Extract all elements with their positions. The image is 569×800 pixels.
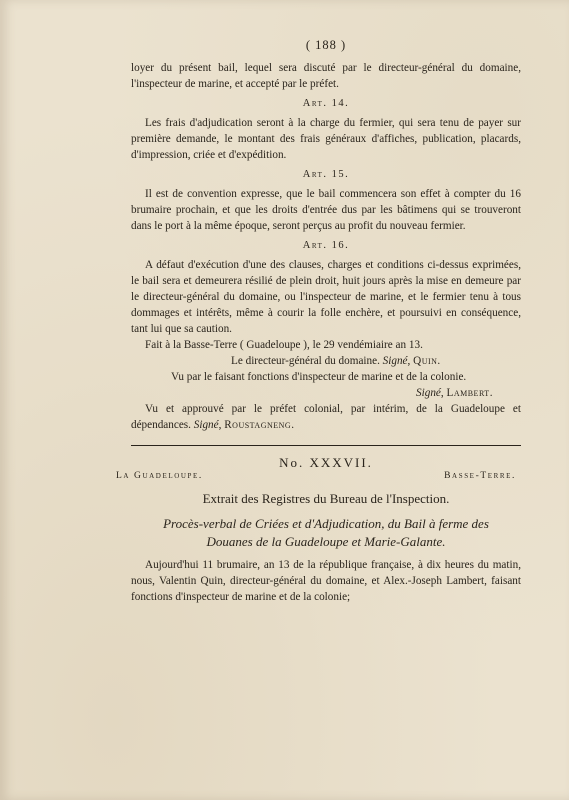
page-number: ( 188 ) [305, 38, 347, 52]
fait-line: Fait à la Basse-Terre ( Guadeloupe ), le 29 vendémiaire an 13. [145, 339, 423, 351]
vu-line: Vu par le faisant fonctions d'inspecteur de marine et de la colonie. [171, 371, 467, 383]
signature-quin-name: Quin. [413, 355, 441, 367]
article-14-heading: Art. 14. [302, 98, 350, 109]
place-right: Basse-Terre. [444, 471, 516, 481]
proces-verbal-title [131, 515, 521, 551]
signature-lambert: Signé, Lambert. [416, 387, 493, 399]
approval-paragraph: Vu et approuvé par le préfet colonial, par intérim, de la Guadeloupe et dépendances. Signé, Roustagneng. [131, 403, 521, 431]
signature-quin-signe: Signé [382, 355, 408, 367]
approval-text: Vu et approuvé par le préfet colonial, par intérim, de la Guadeloupe et dépendances. [131, 403, 521, 431]
text-column [116, 38, 521, 605]
signature-quin: Le directeur-général du domaine. Signé, Quin. [231, 355, 441, 367]
proces-verbal-title-line-2: Douanes de la Guadeloupe et Marie-Galante. [206, 534, 446, 549]
opening-paragraph: Aujourd'hui 11 brumaire, an 13 de la république française, à dix heures du matin, nous, Valentin Quin, directeur-général du domaine, et Alex.-Joseph Lambert, faisant fonctions d'inspecteur de marine et de la colonie; [131, 559, 521, 603]
article-15-text: Il est de convention expresse, que le bail commencera son effet à compter du 16 brumaire prochain, et que les droits d'entrée dus par les bâtimens qui se trouveront dans le port à la même époque, seront perçus au profit du nouveau fermier. [131, 188, 521, 232]
extract-title: Extrait des Registres du Bureau de l'Inspection. [202, 491, 450, 506]
article-16-text: A défaut d'exécution d'une des clauses, charges et conditions ci-dessus exprimées, le bail sera et demeurera résilié de plein droit, huit jours après la mise en demeure par le directeur-général du domaine, ou l'inspecteur de marine, et le fermier tenu à tous dommages et intérêts, même à courir la folle enchère, et poursuivi en conséquence, tant lui que sa caution. [131, 259, 521, 335]
article-16-heading: Art. 16. [302, 240, 350, 251]
intro-paragraph: loyer du présent bail, lequel sera discuté par le directeur-général du domaine, l'inspecteur de marine, et accepté par le préfet. [131, 62, 521, 90]
article-15-heading: Art. 15. [302, 169, 350, 180]
signature-lambert-name: Lambert. [446, 387, 493, 399]
document-number: No. XXXVII. [279, 455, 373, 470]
section-divider [131, 445, 521, 446]
signature-quin-title: Le directeur-général du domaine. [231, 355, 380, 367]
proces-verbal-title-line-1: Procès-verbal de Criées et d'Adjudication, du Bail à ferme des [163, 516, 489, 531]
signature-lambert-signe: Signé [416, 387, 441, 399]
place-left: La Guadeloupe. [116, 471, 203, 481]
approval-name: Roustagneng. [224, 419, 295, 431]
article-14-text: Les frais d'adjudication seront à la charge du fermier, qui sera tenu de payer sur première demande, le montant des frais généraux d'affiches, publication, placards, d'impression, criée et d'expédition. [131, 117, 521, 161]
place-row [116, 471, 516, 481]
approval-signe: Signé [193, 419, 219, 431]
